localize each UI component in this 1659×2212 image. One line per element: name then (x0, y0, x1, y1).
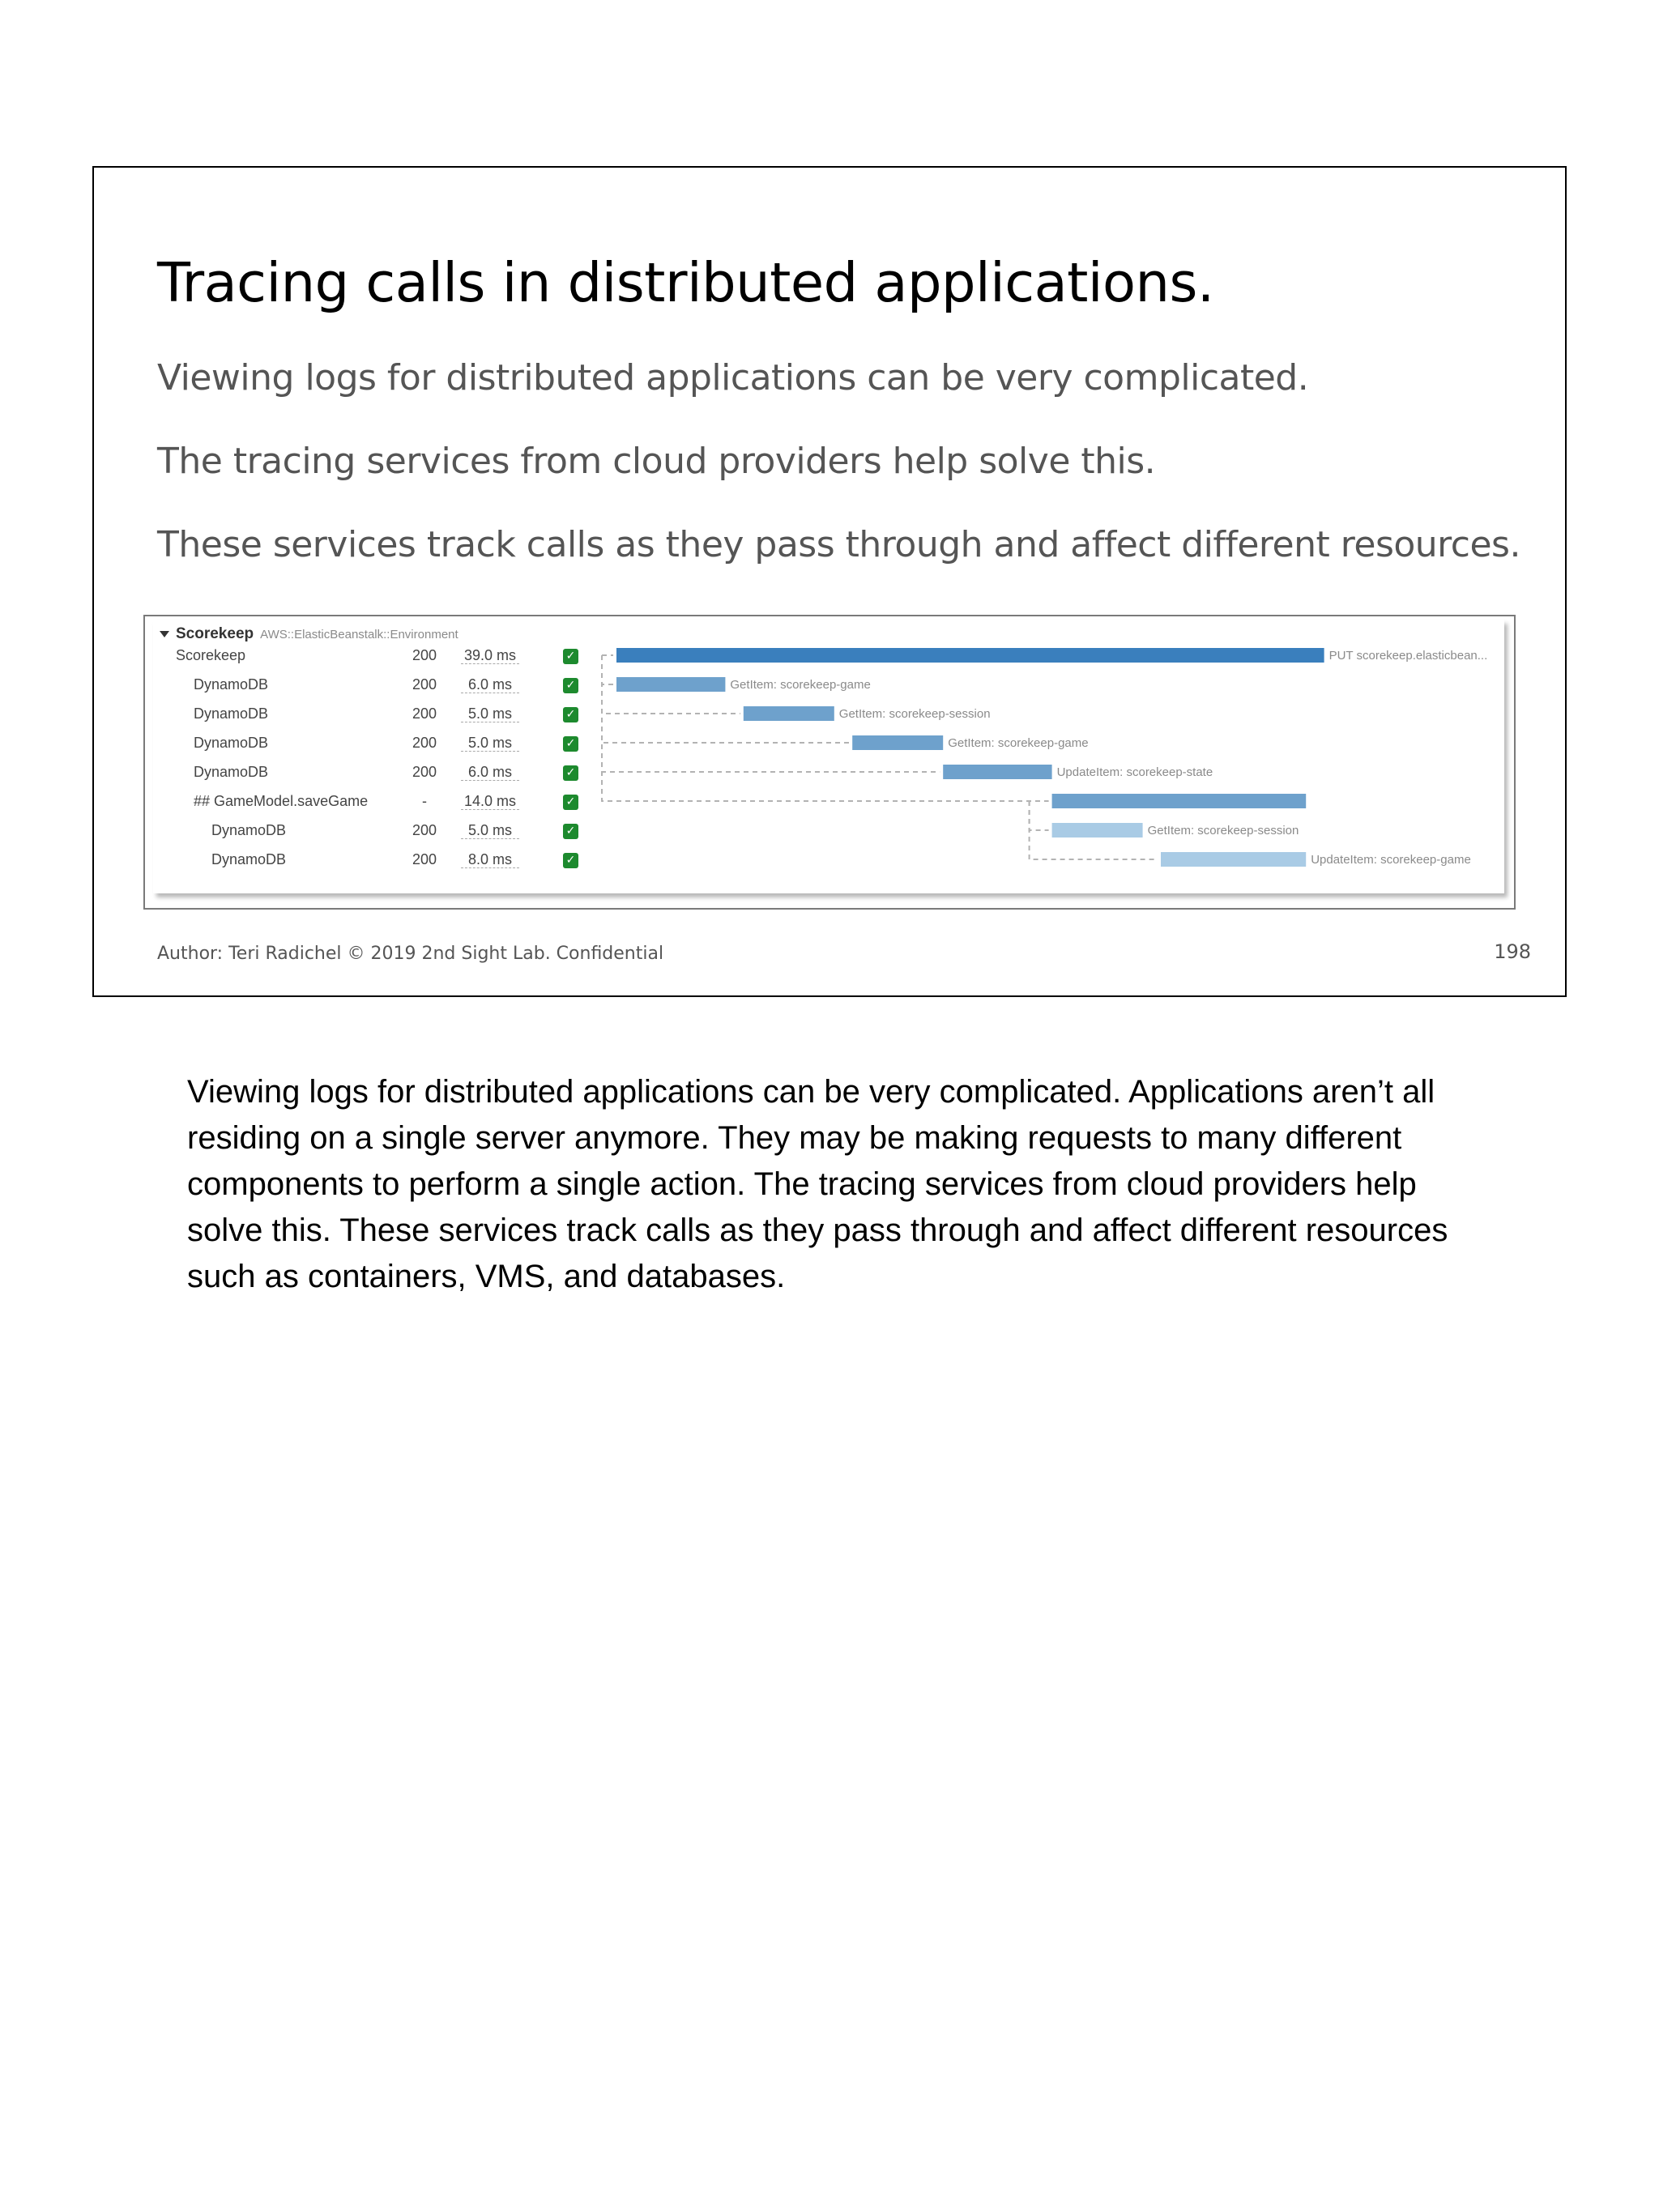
trace-row-status-code: - (422, 793, 427, 809)
trace-screenshot (143, 615, 1516, 910)
trace-bar-label: GetItem: scorekeep-game (730, 678, 871, 692)
trace-row-name: Scorekeep (176, 647, 246, 663)
trace-row[interactable] (153, 670, 1504, 699)
trace-row-name: DynamoDB (194, 676, 269, 693)
trace-row-status-code: 200 (412, 822, 437, 838)
checkmark-icon: ✓ (563, 678, 578, 693)
trace-group-type: AWS::ElasticBeanstalk::Environment (260, 627, 458, 641)
bullet-item: Viewing logs for distributed applications can be very complicated. (157, 357, 1309, 399)
trace-row-status-code: 200 (412, 764, 437, 780)
trace-bar-label: UpdateItem: scorekeep-game (1311, 853, 1471, 867)
trace-group-name: Scorekeep (176, 625, 254, 642)
trace-row[interactable] (153, 757, 1504, 786)
trace-row-status-code: 200 (412, 705, 437, 722)
trace-bar-label: GetItem: scorekeep-game (948, 736, 1089, 750)
trace-row[interactable] (153, 786, 1504, 816)
trace-row[interactable] (153, 728, 1504, 757)
trace-row-status-code: 200 (412, 735, 437, 751)
trace-row-duration[interactable]: 39.0 ms (461, 647, 519, 664)
bullet-item: The tracing services from cloud providers help solve this. (157, 441, 1156, 482)
trace-row-duration[interactable]: 6.0 ms (461, 676, 519, 693)
trace-row-name: DynamoDB (211, 851, 287, 867)
trace-bar-label: GetItem: scorekeep-session (1147, 824, 1299, 837)
trace-row-name: DynamoDB (194, 735, 269, 751)
trace-row[interactable] (153, 816, 1504, 845)
page-number: 198 (1494, 940, 1531, 963)
trace-row-name: DynamoDB (194, 705, 269, 722)
speaker-notes: Viewing logs for distributed applications can be very complicated. Applications aren’t all residing on a single server anymore. They may be making requests to many different components to perform a single action. The tracing services from cloud providers help solve this. These services track calls as they pass through and affect different resources such as containers, VMS, and databases. (187, 1074, 1448, 1294)
checkmark-icon: ✓ (563, 649, 578, 664)
trace-row-duration[interactable]: 5.0 ms (461, 735, 519, 752)
checkmark-icon: ✓ (563, 795, 578, 810)
checkmark-icon: ✓ (563, 736, 578, 752)
trace-row[interactable] (153, 699, 1504, 728)
trace-row-duration[interactable]: 6.0 ms (461, 764, 519, 781)
collapse-triangle-icon[interactable] (160, 631, 169, 637)
checkmark-icon: ✓ (563, 853, 578, 868)
bullet-list (157, 357, 1520, 611)
trace-row-name: ## GameModel.saveGame (194, 793, 369, 809)
trace-row[interactable] (153, 845, 1504, 874)
trace-row-name: DynamoDB (211, 822, 287, 838)
trace-row-duration[interactable]: 5.0 ms (461, 705, 519, 722)
slide (92, 166, 1567, 997)
trace-row-status-code: 200 (412, 851, 437, 867)
checkmark-icon: ✓ (563, 824, 578, 839)
bullet-item: These services track calls as they pass through and affect different resources. (157, 524, 1520, 565)
trace-row-duration[interactable]: 5.0 ms (461, 822, 519, 839)
trace-bar-label: GetItem: scorekeep-session (838, 707, 991, 721)
slide-title: Tracing calls in distributed applications. (157, 251, 1214, 314)
trace-row-status-code: 200 (412, 647, 437, 663)
footer-author: Author: Teri Radichel © 2019 2nd Sight Lab. Confidential (157, 944, 664, 964)
trace-bar-label: UpdateItem: scorekeep-state (1056, 765, 1213, 779)
checkmark-icon: ✓ (563, 765, 578, 781)
trace-row-status-code: 200 (412, 676, 437, 693)
trace-row-duration[interactable]: 8.0 ms (461, 851, 519, 868)
trace-timeline-view (153, 620, 1504, 893)
trace-row-name: DynamoDB (194, 764, 269, 780)
trace-row[interactable] (153, 641, 1504, 670)
trace-bar-label: PUT scorekeep.elasticbean... (1328, 649, 1488, 663)
trace-row-duration[interactable]: 14.0 ms (461, 793, 519, 810)
checkmark-icon: ✓ (563, 707, 578, 722)
